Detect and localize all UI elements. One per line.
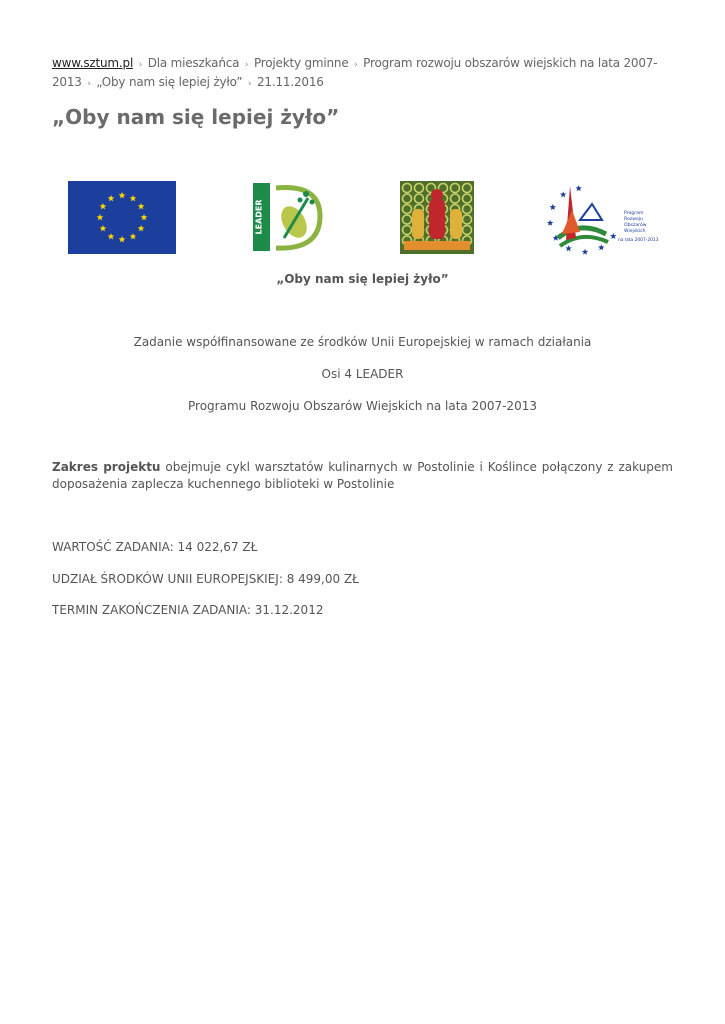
breadcrumb-separator-icon: › — [244, 60, 249, 70]
osi-leader-logo — [400, 181, 474, 254]
task-deadline: TERMIN ZAKOŃCZENIA ZADANIA: 31.12.2012 — [52, 603, 324, 617]
breadcrumb-separator-icon: › — [138, 60, 143, 70]
subtitle: „Oby nam się lepiej żyło” — [276, 272, 449, 286]
funding-line-1: Zadanie współfinansowane ze środków Unii Europejskiej w ramach działania — [133, 335, 592, 349]
eu-flag-logo — [68, 181, 176, 254]
funding-line-2: Osi 4 LEADER — [321, 367, 404, 381]
logo-strip — [0, 178, 725, 258]
breadcrumb-item-projekty-gminne[interactable]: Projekty gminne — [253, 56, 349, 70]
prow-logo-text-5: na lata 2007-2013 — [618, 238, 659, 243]
project-scope-label: Zakres projektu — [52, 460, 161, 474]
eu-share: UDZIAŁ ŚRODKÓW UNII EUROPEJSKIEJ: 8 499,00 ZŁ — [52, 572, 359, 586]
prow-logo — [540, 180, 660, 256]
task-value: WARTOŚĆ ZADANIA: 14 022,67 ZŁ — [52, 540, 258, 554]
breadcrumb-item-program[interactable]: Program rozwoju obszarów wiejskich na lata 2007-2013 — [52, 56, 658, 89]
breadcrumb-date: 21.11.2016 — [257, 75, 324, 89]
prow-logo-text-1: Program — [624, 211, 644, 216]
breadcrumb-separator-icon: › — [247, 79, 252, 89]
breadcrumb-item-dla-mieszkanca[interactable]: Dla mieszkańca — [147, 56, 240, 70]
project-scope — [52, 459, 673, 493]
leader-logo-text: LEADER — [254, 199, 264, 235]
breadcrumb-home-link[interactable]: www.sztum.pl — [52, 56, 134, 70]
funding-line-3: Programu Rozwoju Obszarów Wiejskich na lata 2007-2013 — [188, 399, 537, 413]
prow-logo-text-4: Wiejskich — [624, 229, 646, 234]
breadcrumb-separator-icon: › — [354, 60, 358, 70]
prow-logo-text-3: Obszarów — [624, 223, 647, 228]
breadcrumb — [52, 55, 672, 93]
project-scope-text: obejmuje cykl warsztatów kulinarnych w Postolinie i Koślince połączony z zakupem doposażenia zaplecza kuchennego biblioteki w Postolinie — [52, 460, 673, 491]
leader-logo — [250, 180, 326, 254]
prow-logo-text-2: Rozwoju — [624, 217, 643, 222]
breadcrumb-item-current[interactable]: „Oby nam się lepiej żyło” — [96, 75, 243, 89]
breadcrumb-separator-icon: › — [87, 79, 91, 89]
page-title: „Oby nam się lepiej żyło” — [52, 105, 340, 129]
